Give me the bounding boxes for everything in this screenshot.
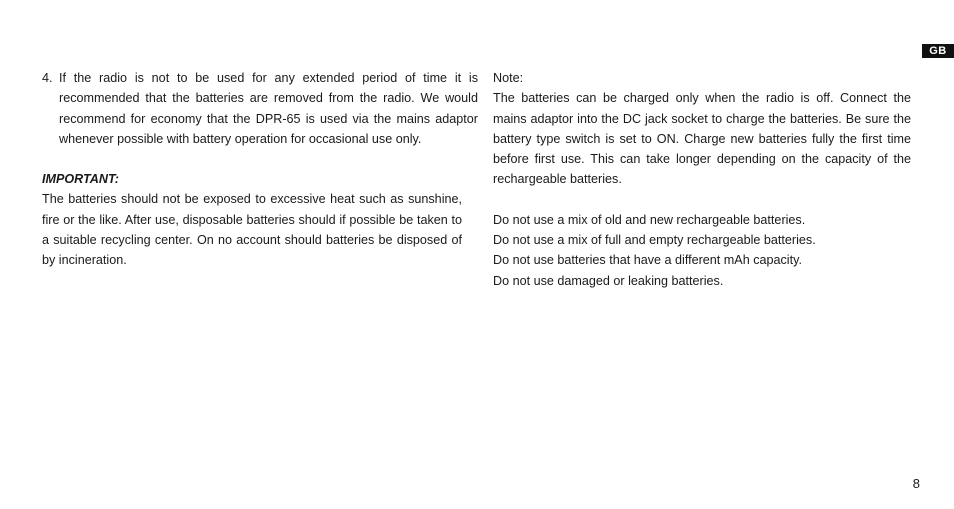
- item-number: 4.: [42, 71, 53, 85]
- right-column: [493, 68, 911, 304]
- numbered-item: [42, 68, 478, 149]
- warning-list: [493, 210, 911, 291]
- note-text: The batteries can be charged only when the radio is off. Connect the mains adaptor into the DC jack socket to charge the batteries. Be sure the battery type switch is set to ON. Charge new batteries fully the first time before first use. This can take longer depending on the capacity of the rechargeable batteries.: [493, 91, 911, 187]
- page-number: 8: [912, 476, 920, 491]
- warning-item: Do not use damaged or leaking batteries.: [493, 273, 724, 288]
- important-heading: IMPORTANT:: [42, 172, 119, 187]
- language-badge: GB: [922, 44, 954, 58]
- item-text: If the radio is not to be used for any extended period of time it is recommended that the batteries are removed from the radio. We would recommend for economy that the DPR-65 is used via the mains adaptor whenever possible with battery operation for occasional use only.: [59, 71, 478, 146]
- warning-item: Do not use batteries that have a different mAh capacity.: [493, 253, 802, 268]
- important-text: The batteries should not be exposed to excessive heat such as sunshine, fire or the like. After use, disposable batteries should if possible be taken to a suitable recycling center. On no account should batteries be disposed of by incineration.: [42, 192, 462, 268]
- warning-item: Do not use a mix of full and empty rechargeable batteries.: [493, 233, 816, 248]
- left-column: [42, 68, 478, 271]
- warning-item: Do not use a mix of old and new rechargeable batteries.: [493, 212, 806, 227]
- note-heading: Note:: [493, 71, 524, 85]
